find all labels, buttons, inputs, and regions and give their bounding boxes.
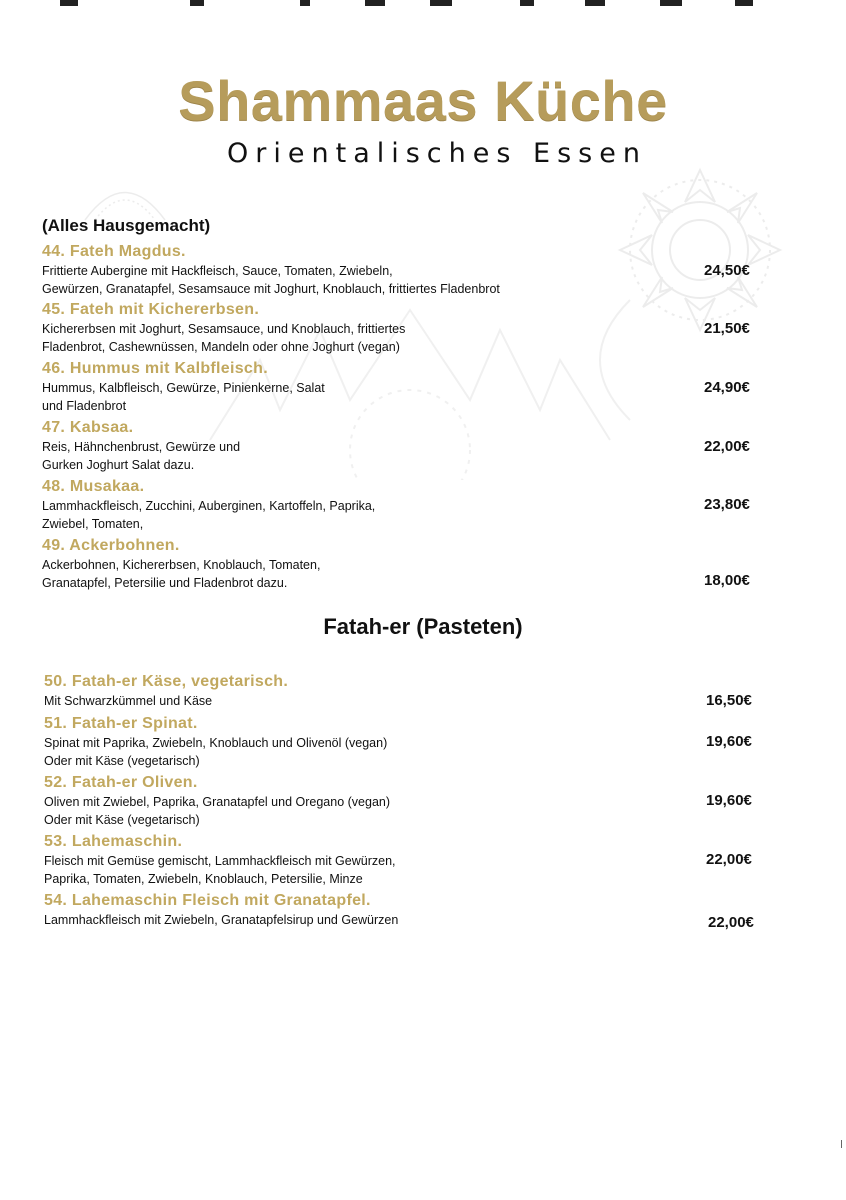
menu-item-48 <box>42 477 782 533</box>
menu-item-49 <box>42 536 782 592</box>
top-edge-marks <box>0 0 846 10</box>
menu-item-description: Lammhackfleisch, Zucchini, Auberginen, Kartoffeln, Paprika, Zwiebel, Tomaten, <box>42 499 376 531</box>
menu-item-description: Reis, Hähnchenbrust, Gewürze und Gurken Joghurt Salat dazu. <box>42 440 241 472</box>
menu-item-52 <box>44 773 784 829</box>
menu-item-price: 19,60€ <box>706 792 752 809</box>
menu-item-47 <box>42 418 782 474</box>
menu-item-price: 24,50€ <box>704 262 750 279</box>
menu-item-name: 45. Fateh mit Kichererbsen. <box>42 301 260 318</box>
restaurant-subtitle: Orientalisches Essen <box>227 138 647 169</box>
menu-item-description: Frittierte Aubergine mit Hackfleisch, Sauce, Tomaten, Zwiebeln, Gewürzen, Granatapfel, Sesamsauce mit Joghurt, Knoblauch, frittiertes Fladenbrot <box>42 264 500 296</box>
menu-item-54 <box>44 891 784 929</box>
menu-item-50 <box>44 672 784 710</box>
menu-item-price: 21,50€ <box>704 320 750 337</box>
menu-item-price: 18,00€ <box>704 572 750 589</box>
menu-item-description: Lammhackfleisch mit Zwiebeln, Granatapfelsirup und Gewürzen <box>44 913 399 927</box>
menu-item-description: Fleisch mit Gemüse gemischt, Lammhackfleisch mit Gewürzen, Paprika, Tomaten, Zwiebeln, Knoblauch, Petersilie, Minze <box>44 854 396 886</box>
menu-item-description: Spinat mit Paprika, Zwiebeln, Knoblauch und Olivenöl (vegan) Oder mit Käse (vegetarisch) <box>44 736 388 768</box>
menu-item-description: Kichererbsen mit Joghurt, Sesamsauce, und Knoblauch, frittiertes Fladenbrot, Cashewnüssen, Mandeln oder ohne Joghurt (vegan) <box>42 322 406 354</box>
menu-item-name: 49. Ackerbohnen. <box>42 537 180 554</box>
menu-item-description: Oliven mit Zwiebel, Paprika, Granatapfel und Oregano (vegan) Oder mit Käse (vegetarisch) <box>44 795 391 827</box>
menu-item-44 <box>42 242 782 298</box>
menu-item-name: 50. Fatah-er Käse, vegetarisch. <box>44 673 289 690</box>
menu-item-45 <box>42 300 782 356</box>
menu-item-price: 22,00€ <box>706 851 752 868</box>
menu-item-name: 46. Hummus mit Kalbfleisch. <box>42 360 268 377</box>
menu-item-51 <box>44 714 784 770</box>
menu-item-price: 16,50€ <box>706 692 752 709</box>
menu-item-price: 22,00€ <box>708 914 754 931</box>
scan-edge-mark <box>841 1140 842 1148</box>
section-title: Fatah-er (Pasteten) <box>323 614 523 639</box>
menu-item-name: 53. Lahemaschin. <box>44 833 183 850</box>
homemade-note: (Alles Hausgemacht) <box>42 216 211 235</box>
menu-item-name: 48. Musakaa. <box>42 478 145 495</box>
menu-item-name: 44. Fateh Magdus. <box>42 243 186 260</box>
menu-item-46 <box>42 359 782 415</box>
menu-item-description: Mit Schwarzkümmel und Käse <box>44 694 213 708</box>
menu-item-price: 23,80€ <box>704 496 750 513</box>
menu-item-description: Ackerbohnen, Kichererbsen, Knoblauch, Tomaten, Granatapfel, Petersilie und Fladenbrot dazu. <box>42 558 321 590</box>
menu-item-name: 54. Lahemaschin Fleisch mit Granatapfel. <box>44 892 371 909</box>
menu-item-name: 51. Fatah-er Spinat. <box>44 715 198 732</box>
menu-item-price: 22,00€ <box>704 438 750 455</box>
menu-item-name: 52. Fatah-er Oliven. <box>44 774 198 791</box>
menu-item-price: 24,90€ <box>704 379 750 396</box>
restaurant-name: Shammaas Küche <box>178 69 668 132</box>
menu-item-description: Hummus, Kalbfleisch, Gewürze, Pinienkerne, Salat und Fladenbrot <box>42 381 325 413</box>
menu-item-name: 47. Kabsaa. <box>42 419 134 436</box>
menu-item-53 <box>44 832 784 888</box>
menu-item-price: 19,60€ <box>706 733 752 750</box>
